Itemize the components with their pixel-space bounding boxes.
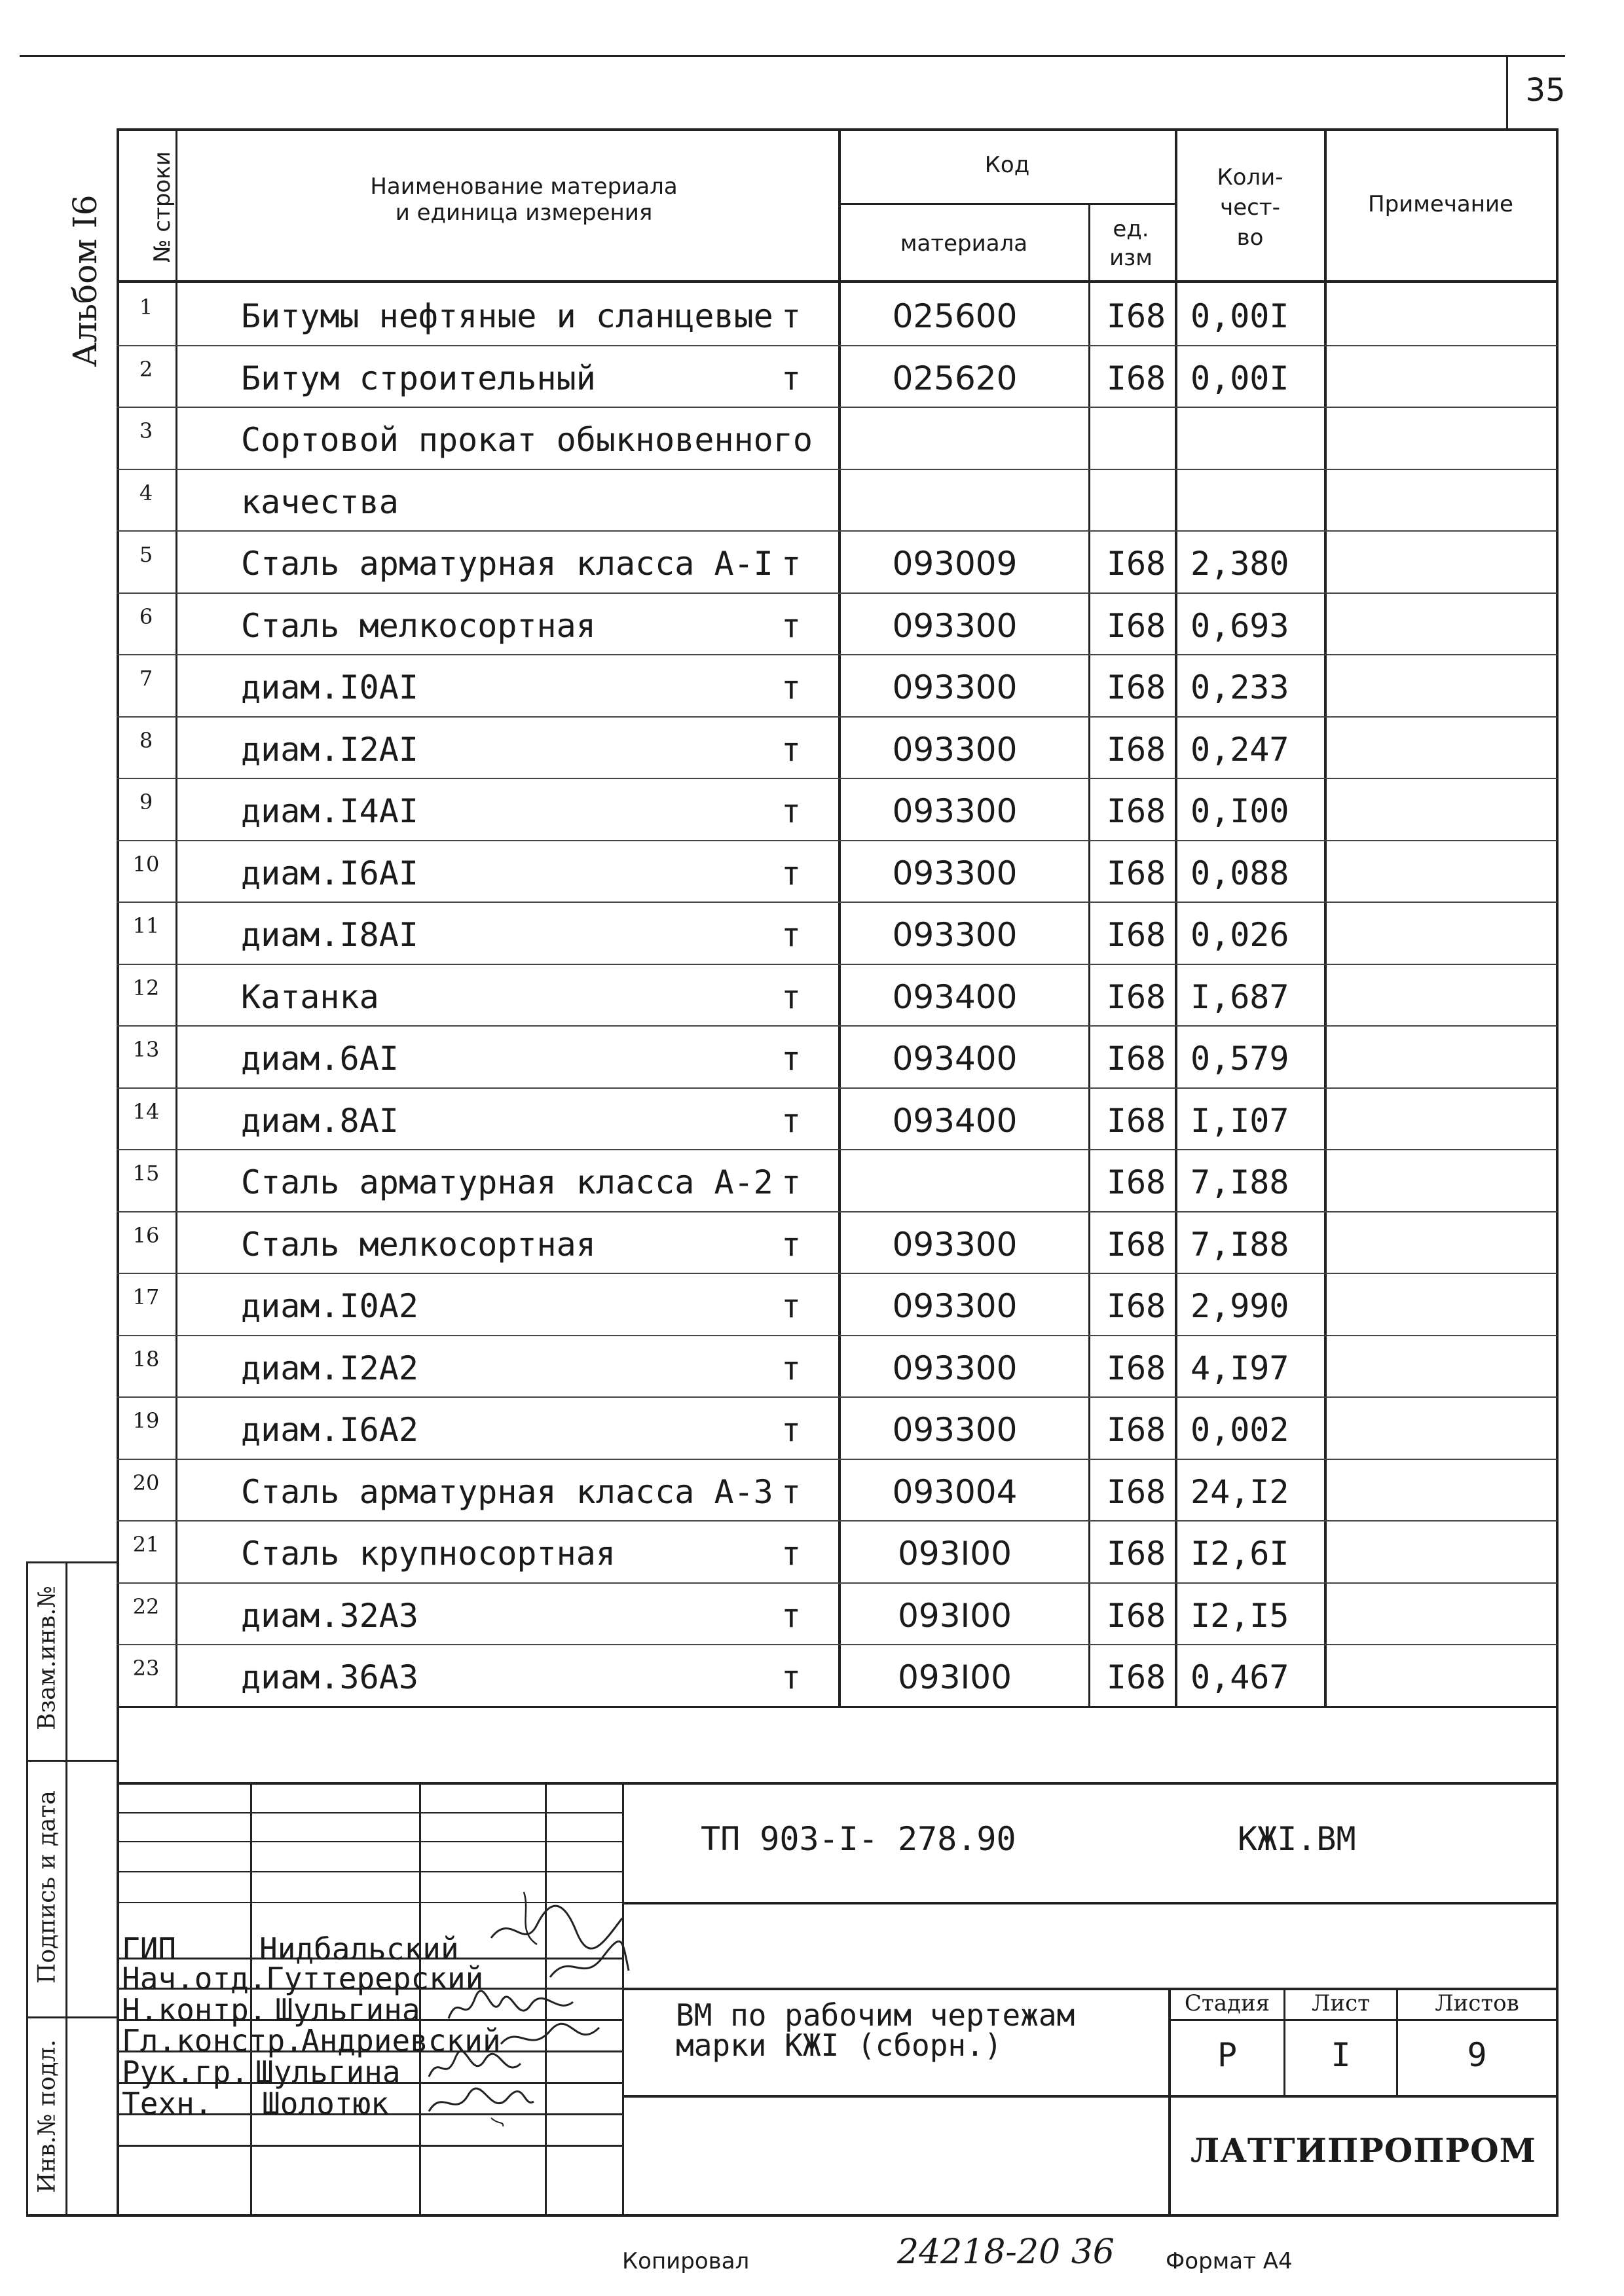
table-end-line — [117, 1706, 1557, 1708]
material-name: диам.I6А2 — [241, 1411, 418, 1449]
material-code: 093300 — [892, 792, 1018, 831]
row-number: 8 — [139, 727, 153, 753]
signature-6 — [426, 2082, 537, 2128]
material-code: 093I00 — [898, 1596, 1012, 1635]
doc-title: ВМ по рабочим чертежам марки КЖI (сборн.) — [676, 1997, 1075, 2063]
table-row — [117, 283, 1565, 345]
material-code: 025600 — [892, 297, 1018, 335]
table-row — [117, 469, 1565, 531]
side-stamp-inv: Инв.№ подл. — [33, 2039, 61, 2193]
tb-doc-line — [622, 1902, 1557, 1904]
person-role: Техн. — [122, 2086, 213, 2121]
table-row — [117, 345, 1565, 407]
signature-2 — [544, 1931, 635, 1990]
organization: ЛАТГИПРОПРОМ — [1190, 2131, 1536, 2170]
quantity: 2,380 — [1190, 545, 1289, 583]
tb-col-4 — [622, 1782, 624, 2215]
frame-top — [117, 128, 1557, 131]
quantity: 0,088 — [1190, 854, 1289, 892]
material-unit: т — [781, 545, 802, 583]
unit-code: I68 — [1106, 1101, 1166, 1140]
material-code: 093300 — [892, 916, 1018, 955]
material-name: диам.I0АI — [241, 668, 418, 707]
table-row — [117, 1087, 1565, 1150]
row-number: 1 — [139, 295, 153, 319]
material-unit: т — [781, 1101, 802, 1140]
row-number: 20 — [132, 1470, 160, 1495]
table-row — [117, 1149, 1565, 1211]
material-name: Сталь мелкосортная — [241, 1225, 596, 1264]
material-name: диам.32А3 — [241, 1596, 418, 1635]
material-code: 093I00 — [898, 1658, 1012, 1697]
material-name: диам.I2АI — [241, 730, 418, 769]
table-row — [117, 1211, 1565, 1273]
row-number: 2 — [139, 356, 153, 382]
material-unit: т — [781, 1535, 802, 1573]
material-unit: т — [781, 1596, 802, 1635]
material-unit: т — [781, 1287, 802, 1326]
code-unit-header: ед. изм — [1109, 216, 1153, 271]
row-number: 3 — [139, 418, 153, 444]
table-row — [117, 964, 1565, 1026]
sheet-value: I — [1331, 2036, 1351, 2074]
quantity: 4,I97 — [1190, 1349, 1289, 1387]
row-number: 12 — [132, 975, 160, 1000]
doc-code: ТП 903-I- 278.90 — [701, 1820, 1016, 1858]
tb-row-11 — [117, 2145, 622, 2147]
code-header: Код — [984, 152, 1030, 178]
material-unit: т — [781, 1472, 802, 1511]
material-name: Битум строительный — [241, 359, 596, 397]
material-unit: т — [781, 668, 802, 707]
frame-bottom — [26, 2214, 1559, 2217]
material-code: 093300 — [892, 854, 1018, 892]
quantity: 0,00I — [1190, 359, 1289, 397]
name-header: Наименование материала и единица измерения — [370, 173, 678, 226]
person-name: Гуттерерский — [266, 1961, 484, 1996]
note-header: Примечание — [1368, 191, 1513, 217]
quantity: 0,026 — [1190, 916, 1289, 955]
unit-code: I68 — [1106, 1163, 1166, 1202]
table-row — [117, 840, 1565, 902]
quantity: 7,I88 — [1190, 1163, 1289, 1202]
album-label: Альбом I6 — [66, 194, 104, 367]
quantity: 0,I00 — [1190, 792, 1289, 831]
material-name: диам.I8АI — [241, 916, 418, 955]
sheet-label: Лист — [1312, 1990, 1370, 2016]
person-role: Рук.гр. — [122, 2054, 249, 2090]
unit-code: I68 — [1106, 1658, 1166, 1697]
side-stamp-mid — [65, 1561, 67, 2216]
unit-code: I68 — [1106, 545, 1166, 583]
material-unit: т — [781, 359, 802, 397]
table-row — [117, 407, 1565, 469]
row-number: 10 — [132, 851, 160, 877]
row-number: 13 — [132, 1037, 160, 1063]
tb-row-3 — [117, 1871, 622, 1872]
row-number: 7 — [139, 666, 153, 691]
row-number: 5 — [139, 542, 153, 568]
quantity: I2,6I — [1190, 1535, 1289, 1573]
table-row — [117, 1520, 1565, 1582]
quantity: 2,990 — [1190, 1287, 1289, 1326]
person-name: Шульгина — [255, 2054, 401, 2090]
person-role: ГИП — [122, 1931, 177, 1967]
row-number: 14 — [132, 1099, 160, 1124]
tb-stage-left — [1168, 1988, 1171, 2215]
row-number: 17 — [132, 1285, 160, 1310]
person-name: Шолотюк — [262, 2086, 389, 2121]
row-number: 22 — [132, 1594, 160, 1619]
material-code: 093400 — [892, 1040, 1018, 1078]
material-unit: т — [781, 1040, 802, 1078]
code-material-header: материала — [900, 230, 1028, 257]
row-number: 15 — [132, 1161, 160, 1186]
material-name: качества — [241, 483, 399, 521]
person-name: Андриевский — [301, 2023, 501, 2058]
row-number: 19 — [132, 1408, 160, 1434]
quantity: I,687 — [1190, 977, 1289, 1016]
sheets-value: 9 — [1467, 2036, 1487, 2074]
unit-code: I68 — [1106, 297, 1166, 335]
table-row — [117, 530, 1565, 592]
unit-code: I68 — [1106, 668, 1166, 707]
material-unit: т — [781, 854, 802, 892]
row-number: 23 — [132, 1656, 160, 1681]
material-unit: т — [781, 1658, 802, 1697]
code-sub-line — [840, 203, 1175, 205]
material-code: 093300 — [892, 1287, 1018, 1326]
quantity: 0,693 — [1190, 606, 1289, 645]
table-row — [117, 1396, 1565, 1459]
unit-code: I68 — [1106, 730, 1166, 769]
copied-label: Копировал — [622, 2248, 750, 2274]
unit-code: I68 — [1106, 977, 1166, 1016]
stage-label: Стадия — [1184, 1990, 1270, 2016]
table-row — [117, 778, 1565, 840]
table-row — [117, 654, 1565, 716]
material-name: Сталь арматурная класса А-3 — [241, 1472, 773, 1511]
material-unit: т — [781, 730, 802, 769]
person-role: Гл.констр. — [122, 2023, 303, 2058]
material-name: диам.I6АI — [241, 854, 418, 892]
material-unit: т — [781, 1225, 802, 1264]
table-row — [117, 1644, 1565, 1706]
material-unit: т — [781, 977, 802, 1016]
table-row — [117, 1273, 1565, 1335]
material-code: 093400 — [892, 977, 1018, 1016]
tb-row-2 — [117, 1841, 622, 1842]
unit-code: I68 — [1106, 606, 1166, 645]
material-name: диам.6АI — [241, 1040, 399, 1078]
table-row — [117, 1582, 1565, 1645]
material-code: 093I00 — [898, 1535, 1012, 1573]
row-number: 18 — [132, 1346, 160, 1372]
material-name: диам.I2А2 — [241, 1349, 418, 1387]
material-code: 093300 — [892, 1349, 1018, 1387]
table-row — [117, 716, 1565, 778]
table-row — [117, 1335, 1565, 1397]
quantity: I,I07 — [1190, 1101, 1289, 1140]
material-name: Сортовой прокат обыкновенного — [241, 421, 813, 460]
material-name: Сталь мелкосортная — [241, 606, 596, 645]
row-number: 9 — [139, 790, 153, 815]
row-number: 6 — [139, 604, 153, 629]
row-number: 4 — [139, 480, 153, 505]
row-number: 11 — [132, 913, 160, 939]
signature-5 — [426, 2050, 524, 2086]
table-row — [117, 902, 1565, 964]
row-number: 16 — [132, 1222, 160, 1248]
quantity: I2,I5 — [1190, 1596, 1289, 1635]
material-unit: т — [781, 297, 802, 335]
quantity: 0,00I — [1190, 297, 1289, 335]
side-stamp-left — [26, 1561, 28, 2216]
material-code: 093300 — [892, 1225, 1018, 1264]
unit-code: I68 — [1106, 792, 1166, 831]
unit-code: I68 — [1106, 854, 1166, 892]
person-name: Нидбальский — [259, 1931, 459, 1967]
material-name: диам.8АI — [241, 1101, 399, 1140]
line-no-header: № строки — [149, 151, 175, 263]
material-code: 093300 — [892, 730, 1018, 769]
material-code: 093400 — [892, 1101, 1018, 1140]
person-role: Н.контр. — [122, 1992, 267, 2028]
tb-stage-sub — [1168, 2019, 1557, 2021]
quantity: 24,I2 — [1190, 1472, 1289, 1511]
material-name: Сталь крупносортная — [241, 1535, 616, 1573]
top-border-line — [20, 55, 1565, 57]
unit-code: I68 — [1106, 1287, 1166, 1326]
unit-code: I68 — [1106, 1225, 1166, 1264]
unit-code: I68 — [1106, 1040, 1166, 1078]
quantity: 7,I88 — [1190, 1225, 1289, 1264]
quantity: 0,233 — [1190, 668, 1289, 707]
qty-header: Коли- чест- во — [1217, 164, 1283, 251]
side-stamp-sep1 — [26, 1760, 118, 1762]
unit-code: I68 — [1106, 1349, 1166, 1387]
table-row — [117, 1025, 1565, 1087]
material-name: Сталь арматурная класса А-I — [241, 545, 773, 583]
person-role: Нач.отд. — [122, 1961, 267, 1996]
quantity: 0,002 — [1190, 1411, 1289, 1449]
quantity: 0,467 — [1190, 1658, 1289, 1697]
titleblock-top-line — [117, 1782, 1557, 1785]
page-number-box-left — [1506, 55, 1508, 128]
unit-code: I68 — [1106, 1472, 1166, 1511]
material-code: 025620 — [892, 359, 1018, 397]
material-name: диам.I4АI — [241, 792, 418, 831]
table-row — [117, 1459, 1565, 1521]
material-code: 093300 — [892, 668, 1018, 707]
material-code: 093300 — [892, 606, 1018, 645]
unit-code: I68 — [1106, 1411, 1166, 1449]
quantity: 0,247 — [1190, 730, 1289, 769]
material-unit: т — [781, 1411, 802, 1449]
material-name: Битумы нефтяные и сланцевые — [241, 297, 773, 335]
format-label: Формат А4 — [1166, 2248, 1293, 2274]
tb-title-bottom — [622, 2095, 1557, 2098]
material-unit: т — [781, 1163, 802, 1202]
person-name: Шульгина — [275, 1992, 420, 2028]
sheets-label: Листов — [1435, 1990, 1519, 2016]
material-name: диам.36А3 — [241, 1658, 418, 1697]
material-unit: т — [781, 1349, 802, 1387]
footer-number: 24218-20 36 — [897, 2232, 1115, 2272]
unit-code: I68 — [1106, 1535, 1166, 1573]
quantity: 0,579 — [1190, 1040, 1289, 1078]
side-stamp-vzam: Взам.инв.№ — [33, 1586, 61, 1730]
table-row — [117, 592, 1565, 655]
material-name: диам.I0А2 — [241, 1287, 418, 1326]
doc-mark: КЖI.ВМ — [1238, 1820, 1356, 1858]
stage-value: Р — [1217, 2036, 1238, 2074]
unit-code: I68 — [1106, 1596, 1166, 1635]
tb-row-1 — [117, 1812, 622, 1813]
row-number: 21 — [132, 1532, 160, 1558]
side-stamp-podpis: Подпись и дата — [33, 1791, 61, 1984]
material-unit: т — [781, 792, 802, 831]
unit-code: I68 — [1106, 916, 1166, 955]
material-code: 093009 — [892, 545, 1018, 583]
material-unit: т — [781, 916, 802, 955]
material-code: 093004 — [892, 1472, 1018, 1511]
material-name: Катанка — [241, 977, 379, 1016]
material-code: 093300 — [892, 1411, 1018, 1449]
page-number: 35 — [1525, 72, 1566, 109]
material-name: Сталь арматурная класса А-2 — [241, 1163, 773, 1202]
material-unit: т — [781, 606, 802, 645]
unit-code: I68 — [1106, 359, 1166, 397]
